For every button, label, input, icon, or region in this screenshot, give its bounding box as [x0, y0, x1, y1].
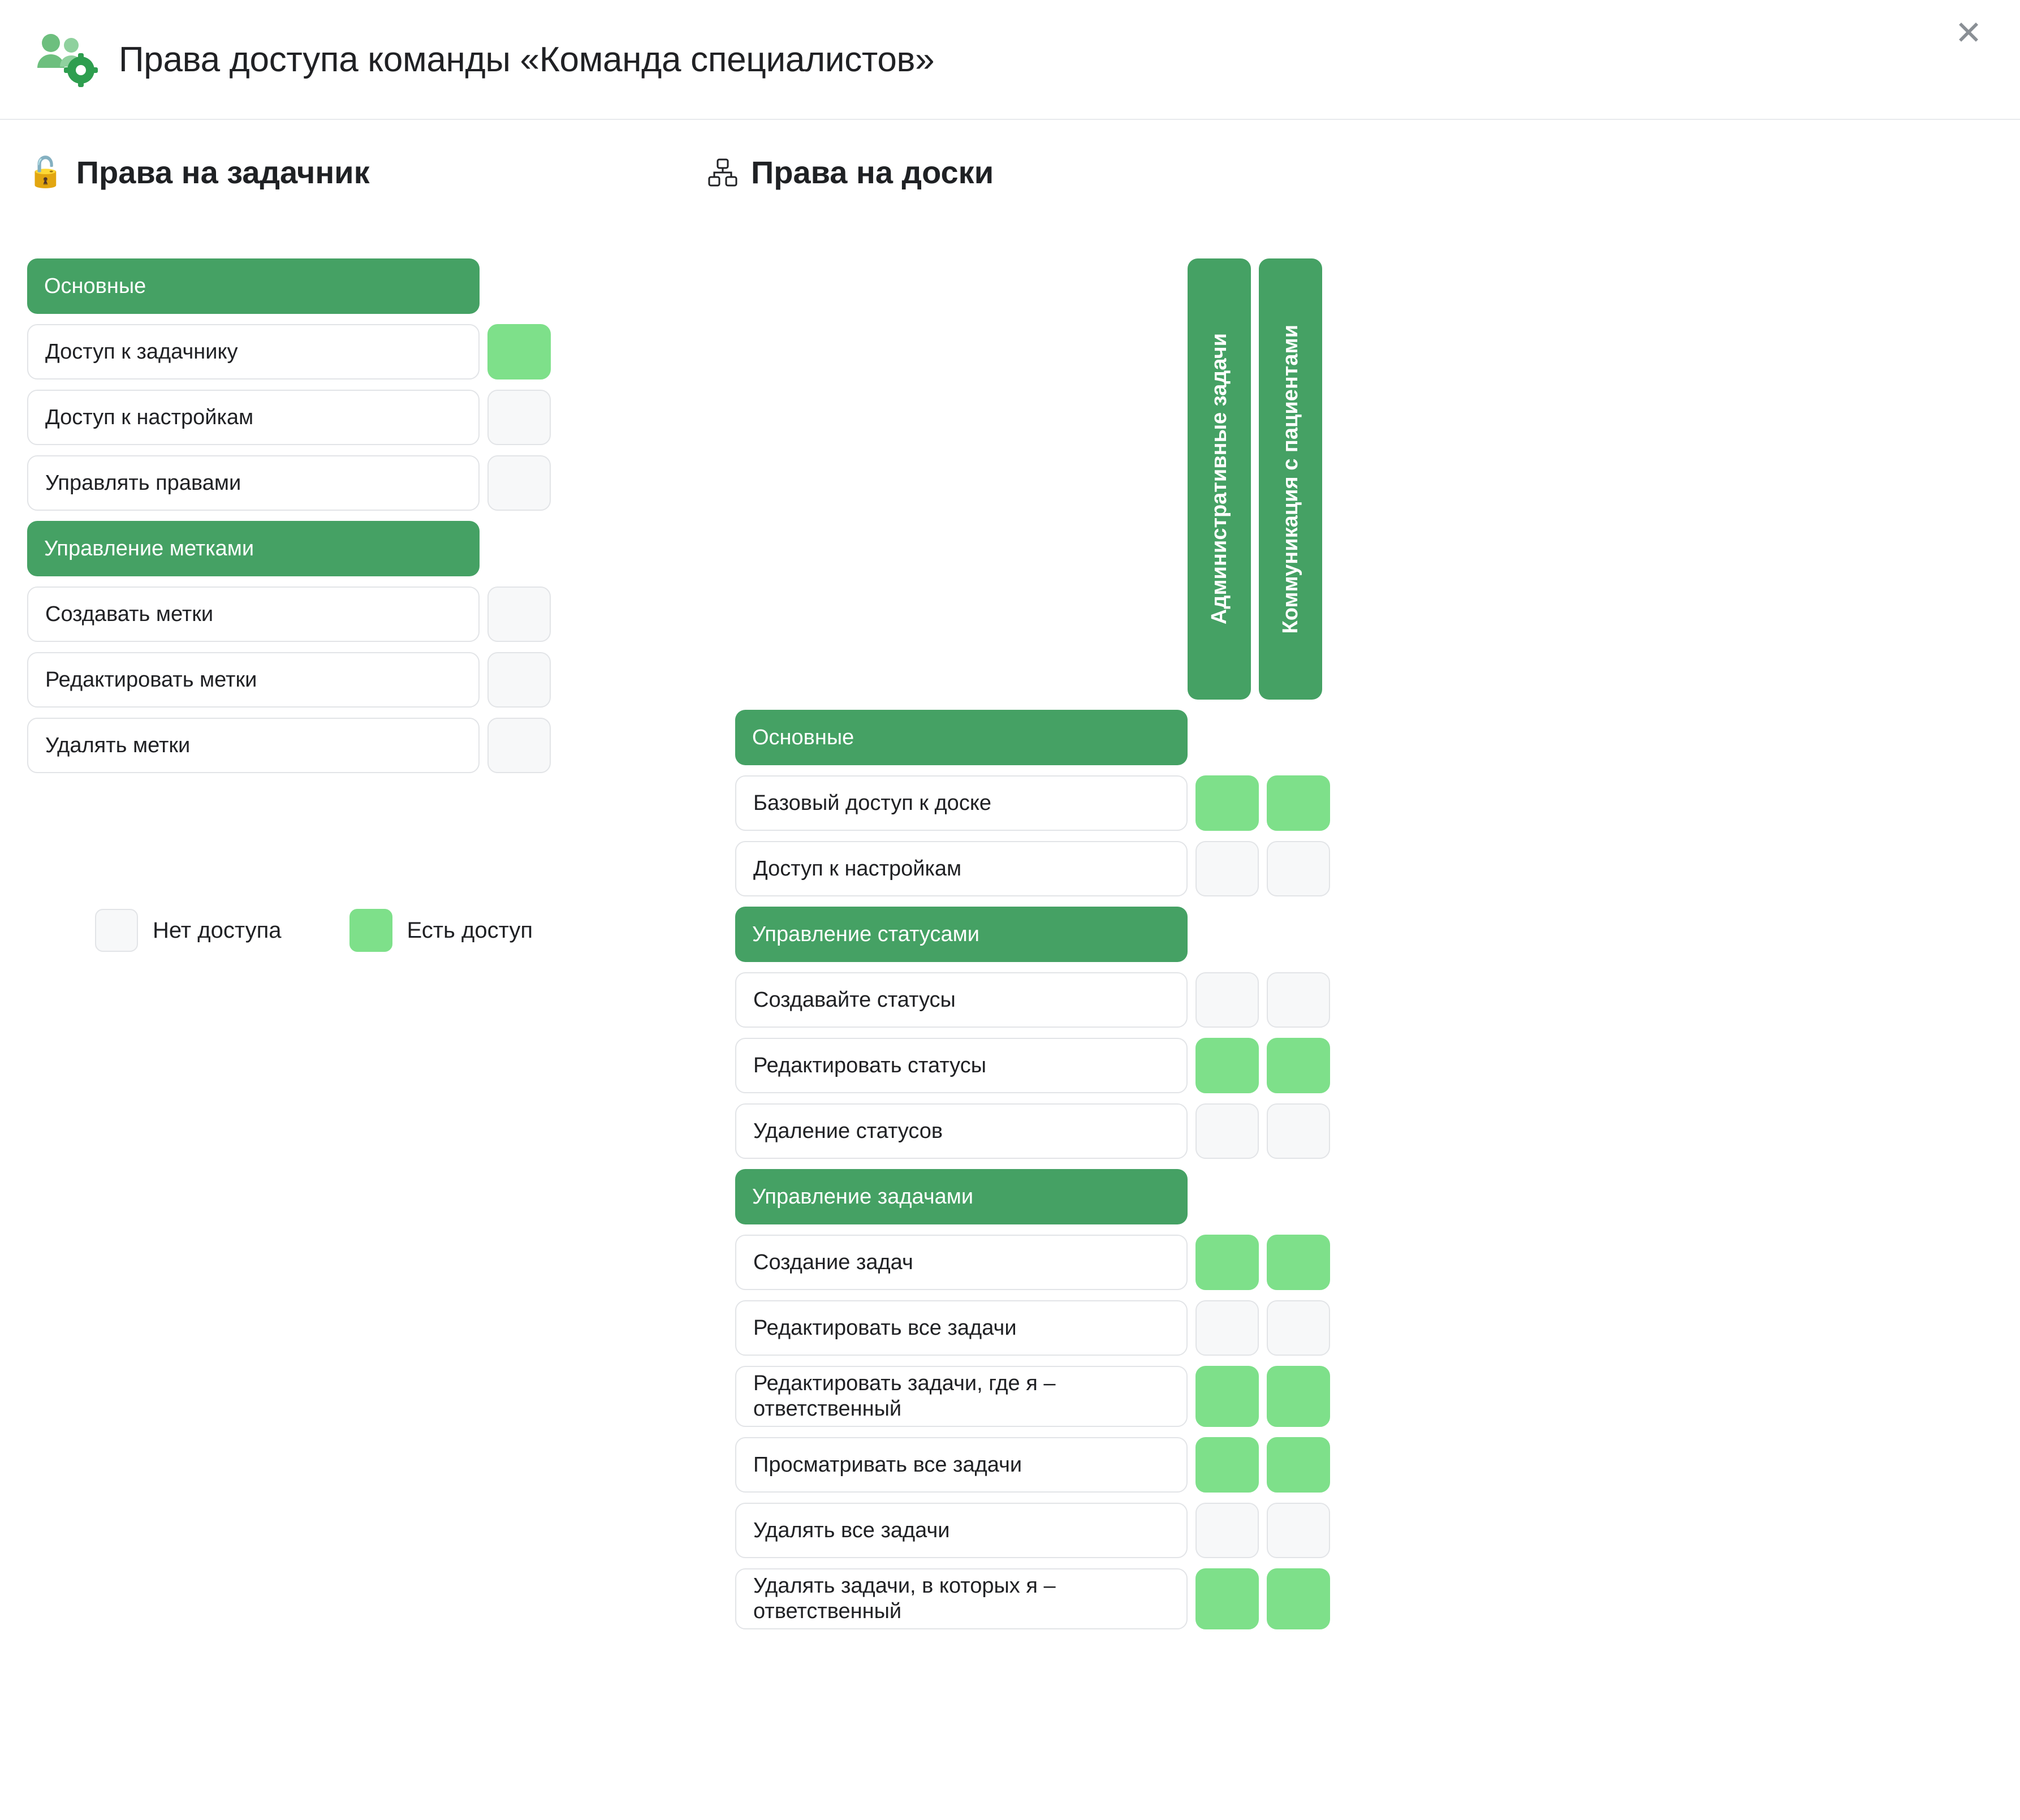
- permission-row: [708, 1437, 2020, 1493]
- board-column-label: Административные задачи: [1207, 333, 1231, 625]
- access-toggle[interactable]: [1195, 1300, 1259, 1356]
- access-toggle[interactable]: [1267, 1235, 1330, 1290]
- permission-group-row: [708, 710, 2020, 765]
- board-column-header[interactable]: [1188, 258, 1251, 700]
- permission-row: [708, 841, 2020, 896]
- permission-row: [27, 652, 696, 708]
- permission-label: Редактировать статусы: [735, 1038, 1188, 1093]
- access-toggle[interactable]: [1195, 1568, 1259, 1629]
- tasker-section-title: [27, 154, 696, 191]
- access-toggle[interactable]: [1267, 1437, 1330, 1493]
- permission-label: Удаление статусов: [735, 1103, 1188, 1159]
- access-toggle[interactable]: [1195, 1103, 1259, 1159]
- legend-has-access: [349, 909, 533, 952]
- tasker-permissions-section: [0, 154, 696, 1640]
- access-toggle[interactable]: [487, 718, 551, 773]
- permission-label: Доступ к настройкам: [735, 841, 1188, 896]
- unlock-icon: 🔓: [27, 156, 64, 189]
- board-column-header[interactable]: [1259, 258, 1322, 700]
- permission-label: Доступ к задачнику: [27, 324, 480, 379]
- access-toggle[interactable]: [487, 652, 551, 708]
- board-permission-list: [708, 710, 2020, 1629]
- access-toggle[interactable]: [487, 586, 551, 642]
- dialog-header: [0, 0, 2020, 120]
- access-toggle[interactable]: [1195, 841, 1259, 896]
- board-column-label: Коммуникация с пациентами: [1278, 324, 1302, 634]
- permission-label: Создавайте статусы: [735, 972, 1188, 1028]
- access-toggle[interactable]: [1267, 1568, 1330, 1629]
- group-label: Управление статусами: [735, 907, 1188, 962]
- page-title: Права доступа команды «Команда специалистов»: [119, 40, 935, 79]
- boards-section-label: Права на доски: [751, 154, 994, 190]
- boards-section-title: [708, 154, 2020, 191]
- legend: [27, 909, 696, 952]
- group-label: Управление задачами: [735, 1169, 1188, 1224]
- access-toggle[interactable]: [1195, 1235, 1259, 1290]
- permission-label: Редактировать метки: [27, 652, 480, 708]
- permission-label: Удалять метки: [27, 718, 480, 773]
- access-toggle[interactable]: [487, 324, 551, 379]
- access-toggle[interactable]: [1267, 1503, 1330, 1558]
- tasker-permission-list: [27, 258, 696, 773]
- permission-row: [27, 586, 696, 642]
- access-toggle[interactable]: [1195, 1503, 1259, 1558]
- permission-row: [27, 324, 696, 379]
- access-toggle[interactable]: [1267, 1103, 1330, 1159]
- group-label: Управление метками: [27, 521, 480, 576]
- team-settings-icon: [34, 28, 102, 90]
- tasker-section-label: Права на задачник: [76, 154, 370, 190]
- permission-group-row: [708, 1169, 2020, 1224]
- group-label: Основные: [735, 710, 1188, 765]
- group-label: Основные: [27, 258, 480, 314]
- permission-label: Создавать метки: [27, 586, 480, 642]
- access-toggle[interactable]: [1267, 1038, 1330, 1093]
- legend-swatch-on: [349, 909, 392, 952]
- legend-swatch-off: [95, 909, 138, 952]
- permission-row: [708, 1103, 2020, 1159]
- legend-label-off: Нет доступа: [153, 917, 282, 943]
- permission-row: [708, 1300, 2020, 1356]
- access-toggle[interactable]: [487, 390, 551, 445]
- permission-row: [708, 1568, 2020, 1629]
- access-toggle[interactable]: [1195, 1366, 1259, 1427]
- access-toggle[interactable]: [1267, 841, 1330, 896]
- permission-label: Доступ к настройкам: [27, 390, 480, 445]
- permission-row: [708, 775, 2020, 831]
- board-permissions-section: [696, 154, 2020, 1640]
- legend-label-on: Есть доступ: [407, 917, 533, 943]
- permission-row: [708, 1038, 2020, 1093]
- close-icon[interactable]: ✕: [1954, 15, 1983, 51]
- permission-label: Создание задач: [735, 1235, 1188, 1290]
- access-toggle[interactable]: [1267, 1300, 1330, 1356]
- permission-row: [27, 455, 696, 511]
- permission-label: Удалять задачи, в которых я – ответственный: [735, 1568, 1188, 1629]
- access-toggle[interactable]: [1195, 775, 1259, 831]
- permission-label: Просматривать все задачи: [735, 1437, 1188, 1493]
- permission-row: [708, 972, 2020, 1028]
- permission-group-row: [27, 258, 696, 314]
- permission-group-row: [27, 521, 696, 576]
- access-toggle[interactable]: [1267, 1366, 1330, 1427]
- permission-row: [27, 718, 696, 773]
- access-toggle[interactable]: [1195, 1038, 1259, 1093]
- access-toggle[interactable]: [487, 455, 551, 511]
- permission-row: [27, 390, 696, 445]
- permission-row: [708, 1366, 2020, 1427]
- permission-label: Редактировать задачи, где я – ответственный: [735, 1366, 1188, 1427]
- permission-group-row: [708, 907, 2020, 962]
- permission-label: Редактировать все задачи: [735, 1300, 1188, 1356]
- dialog-body: [0, 120, 2020, 1640]
- org-chart-icon: [708, 158, 737, 187]
- permission-row: [708, 1503, 2020, 1558]
- board-column-headers: [1188, 258, 2020, 700]
- permission-row: [708, 1235, 2020, 1290]
- access-toggle[interactable]: [1195, 1437, 1259, 1493]
- permission-label: Управлять правами: [27, 455, 480, 511]
- access-toggle[interactable]: [1195, 972, 1259, 1028]
- access-toggle[interactable]: [1267, 775, 1330, 831]
- legend-no-access: [95, 909, 282, 952]
- permission-label: Удалять все задачи: [735, 1503, 1188, 1558]
- permission-label: Базовый доступ к доске: [735, 775, 1188, 831]
- access-toggle[interactable]: [1267, 972, 1330, 1028]
